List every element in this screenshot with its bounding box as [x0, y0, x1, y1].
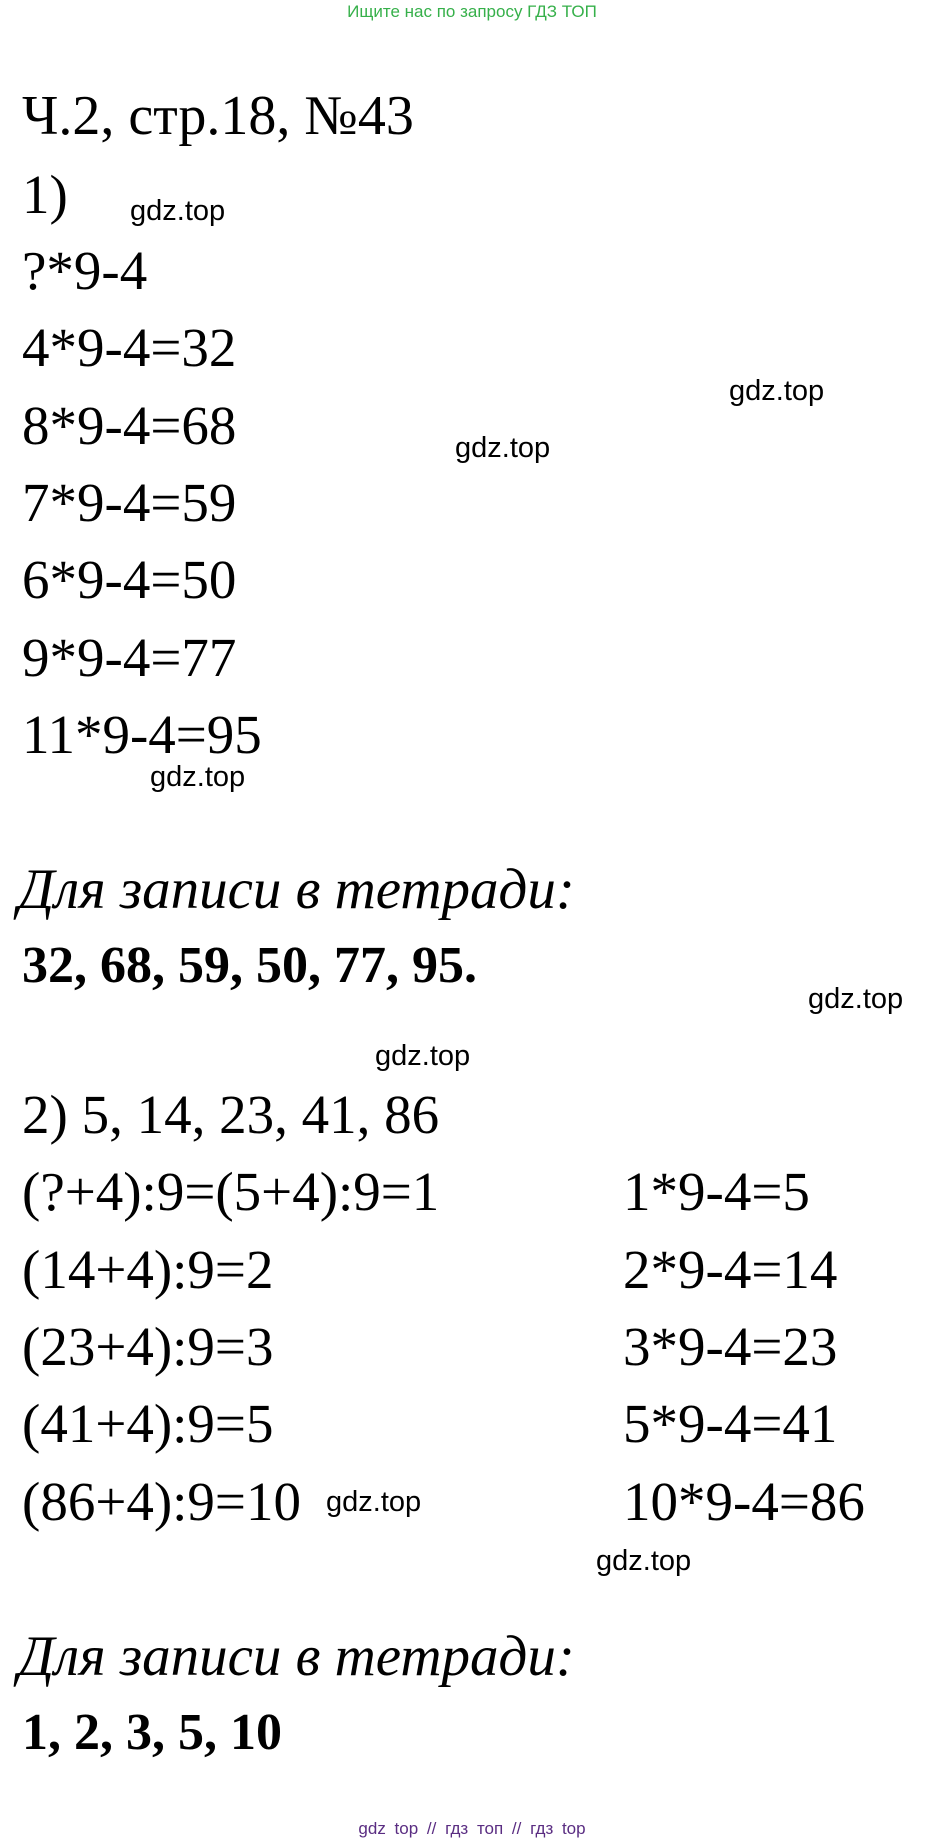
part2-left-line: (23+4):9=3	[22, 1316, 274, 1377]
part1-line: 6*9-4=50	[22, 549, 237, 610]
part2-left-line: (86+4):9=10	[22, 1471, 301, 1532]
part2-right-line: 5*9-4=41	[623, 1393, 838, 1454]
footer-links[interactable]: gdz top // гдз топ // гдз top	[358, 1819, 586, 1838]
part1-line: 7*9-4=59	[22, 472, 237, 533]
watermark: gdz.top	[150, 761, 246, 793]
part2-left-line: (14+4):9=2	[22, 1239, 274, 1300]
watermark: gdz.top	[596, 1545, 692, 1577]
watermark: gdz.top	[455, 432, 551, 464]
watermark: gdz.top	[130, 195, 226, 227]
notebook-answer-2: 1, 2, 3, 5, 10	[22, 1704, 282, 1761]
part2-left-line: (41+4):9=5	[22, 1393, 274, 1454]
part2-left-line: (?+4):9=(5+4):9=1	[22, 1161, 440, 1222]
part1-expression: ?*9-4	[22, 240, 148, 301]
part2-right-line: 10*9-4=86	[623, 1471, 865, 1532]
watermark: gdz.top	[808, 983, 904, 1015]
part2-header: 2) 5, 14, 23, 41, 86	[22, 1084, 440, 1145]
part1-line: 4*9-4=32	[22, 317, 237, 378]
part1-line: 11*9-4=95	[22, 704, 262, 765]
watermark: gdz.top	[729, 375, 825, 407]
notebook-answer-1: 32, 68, 59, 50, 77, 95.	[22, 937, 477, 994]
watermark: gdz.top	[375, 1040, 471, 1072]
notebook-label-2: Для записи в тетради:	[18, 1625, 575, 1688]
part1-line: 8*9-4=68	[22, 395, 237, 456]
part2-right-line: 2*9-4=14	[623, 1239, 838, 1300]
part1-label: 1)	[22, 164, 68, 225]
top-banner[interactable]: Ищите нас по запросу ГДЗ ТОП	[347, 2, 597, 21]
notebook-label-1: Для записи в тетради:	[18, 858, 575, 921]
watermark: gdz.top	[326, 1486, 422, 1518]
part2-right-line: 1*9-4=5	[623, 1161, 810, 1222]
part1-line: 9*9-4=77	[22, 627, 237, 688]
part2-right-line: 3*9-4=23	[623, 1316, 838, 1377]
page-title: Ч.2, стр.18, №43	[22, 85, 414, 147]
